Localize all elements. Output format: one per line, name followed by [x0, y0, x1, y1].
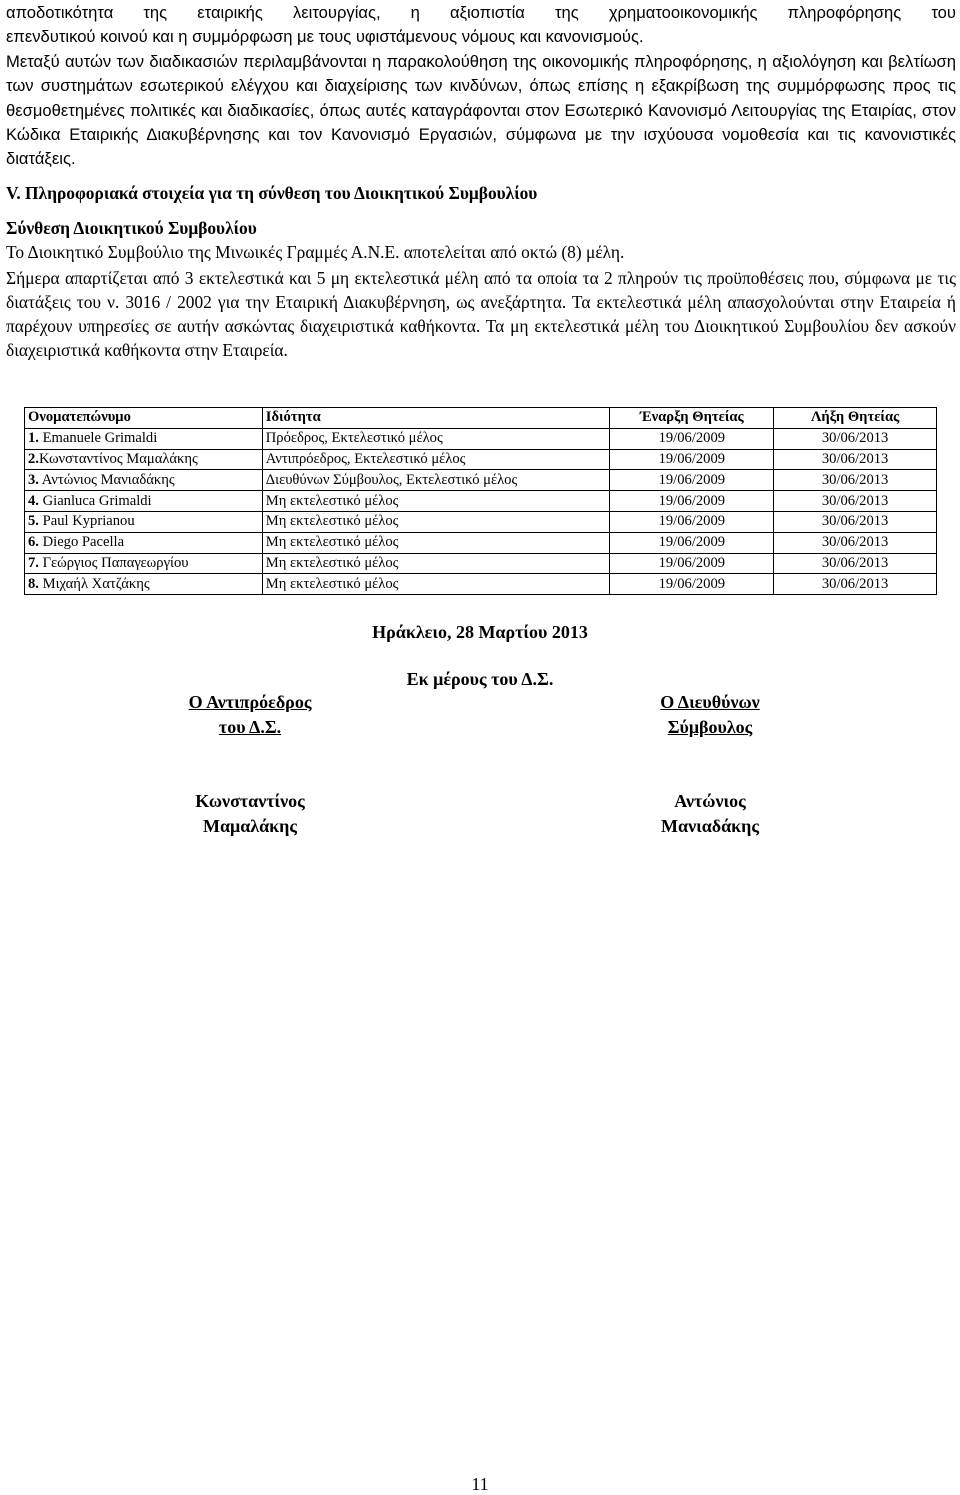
member-role: Μη εκτελεστικό μέλος	[262, 553, 610, 574]
left-title-line-2: του Δ.Σ.	[218, 717, 282, 737]
member-number: 2.	[28, 450, 39, 467]
member-name-cell	[25, 470, 263, 491]
on-behalf-line: Εκ μέρους του Δ.Σ.	[406, 669, 554, 689]
member-name: Gianluca Grimaldi	[38, 492, 152, 509]
term-end: 30/06/2013	[774, 553, 937, 574]
place-date: Ηράκλειο, 28 Μαρτίου 2013	[372, 622, 588, 642]
right-name-line-2: Μανιαδάκης	[661, 816, 759, 836]
term-end: 30/06/2013	[774, 449, 937, 470]
left-signatory-name	[150, 789, 350, 839]
member-name: Μιχαήλ Χατζάκης	[38, 575, 150, 592]
term-end: 30/06/2013	[774, 470, 937, 491]
member-role: Αντιπρόεδρος, Εκτελεστικό μέλος	[262, 449, 610, 470]
member-name-cell	[25, 511, 263, 532]
term-end: 30/06/2013	[774, 511, 937, 532]
member-number: 8.	[28, 575, 39, 592]
member-role: Μη εκτελεστικό μέλος	[262, 511, 610, 532]
table-row	[25, 491, 937, 512]
member-name: Emanuele Grimaldi	[38, 430, 158, 447]
member-role: Μη εκτελεστικό μέλος	[262, 574, 610, 595]
section-heading: V. Πληροφοριακά στοιχεία για τη σύνθεση του Διοικητικού Συμβουλίου	[6, 183, 538, 203]
table-row	[25, 511, 937, 532]
member-name-cell	[25, 491, 263, 512]
table-row	[25, 470, 937, 491]
right-name-line-1: Αντώνιος	[674, 791, 746, 811]
member-number: 7.	[28, 554, 39, 571]
header-start: Έναρξη Θητείας	[610, 408, 774, 429]
term-start: 19/06/2009	[610, 532, 774, 553]
term-start: 19/06/2009	[610, 574, 774, 595]
subsection-heading: Σύνθεση Διοικητικού Συμβουλίου	[6, 218, 257, 238]
term-start: 19/06/2009	[610, 491, 774, 512]
term-start: 19/06/2009	[610, 428, 774, 449]
term-end: 30/06/2013	[774, 491, 937, 512]
term-start: 19/06/2009	[610, 449, 774, 470]
left-name-line-1: Κωνσταντίνος	[195, 791, 305, 811]
left-title-line-1: Ο Αντιπρόεδρος	[188, 692, 312, 712]
table-row	[25, 449, 937, 470]
right-title-line-1: Ο Διευθύνων	[660, 692, 760, 712]
member-role: Πρόεδρος, Εκτελεστικό μέλος	[262, 428, 610, 449]
member-number: 3.	[28, 471, 39, 488]
member-role: Μη εκτελεστικό μέλος	[262, 491, 610, 512]
term-start: 19/06/2009	[610, 511, 774, 532]
member-number: 5.	[28, 513, 39, 530]
table-row	[25, 574, 937, 595]
page-number: 11	[471, 1474, 489, 1494]
term-start: 19/06/2009	[610, 470, 774, 491]
member-number: 4.	[28, 492, 39, 509]
right-signatory-title	[610, 690, 810, 740]
term-end: 30/06/2013	[774, 574, 937, 595]
member-name: Diego Pacella	[38, 534, 125, 551]
intro-line-1: αποδοτικότητα της εταιρικής λειτουργίας, η αξιοπιστία της χρηματοοικονομικής πληροφόρησης του	[6, 3, 956, 22]
member-role: Διευθύνων Σύμβουλος, Εκτελεστικό μέλος	[262, 470, 610, 491]
table-row	[25, 428, 937, 449]
header-role: Ιδιότητα	[262, 408, 610, 429]
header-end: Λήξη Θητείας	[774, 408, 937, 429]
procedures-paragraph: Μεταξύ αυτών των διαδικασιών περιλαμβάνονται η παρακολούθηση της οικονομικής πληροφόρησης, η αξιολόγηση και βελτίωση των συστημάτων εσωτερικού ελέγχου και διαχείρισης των κινδύνων, όπως επίσης η εξακρίβωση της συμμόρφωσης προς τις θεσμοθετημένες πολιτικές και διαδικασίες, όπως αυτές καταγράφονται στον Εσωτερικό Κανονισμό Λειτουργίας της Εταιρίας, στον Κώδικα Εταιρικής Διακυβέρνησης και τον Κανονισμό Εργασιών, σύμφωνα με την ισχύουσα νομοθεσία και τις κανονιστικές διατάξεις.	[6, 52, 956, 169]
intro-line-2: επενδυτικού κοινού και η συμμόρφωση με τους υφιστάμενους νόμους και κανονισμούς.	[6, 27, 644, 46]
member-name-cell	[25, 532, 263, 553]
left-signatory-title	[150, 690, 350, 740]
table-header-row	[25, 408, 937, 429]
member-name-cell	[25, 449, 263, 470]
term-end: 30/06/2013	[774, 428, 937, 449]
member-name: Κωνσταντίνος Μαμαλάκης	[38, 450, 198, 467]
member-number: 6.	[28, 534, 39, 551]
member-number: 1.	[28, 430, 39, 447]
member-name-cell	[25, 553, 263, 574]
term-start: 19/06/2009	[610, 553, 774, 574]
table-row	[25, 532, 937, 553]
member-name: Γεώργιος Παπαγεωργίου	[38, 554, 189, 571]
term-end: 30/06/2013	[774, 532, 937, 553]
member-name: Αντώνιος Μανιαδάκης	[38, 471, 175, 488]
board-size-line: Το Διοικητικό Συμβούλιο της Μινωικές Γραμμές Α.Ν.Ε. αποτελείται από οκτώ (8) μέλη.	[6, 242, 625, 262]
member-name-cell	[25, 574, 263, 595]
board-paragraph: Σήμερα απαρτίζεται από 3 εκτελεστικά και 5 μη εκτελεστικά μέλη από τα οποία τα 2 πληρούν τις προϋποθέσεις που, σύμφωνα με τις διατάξεις του ν. 3016 / 2002 για την Εταιρική Διακυβέρνηση, ως ανεξάρτητα. Τα εκτελεστικά μέλη απασχολούνται στην Εταιρεία ή παρέχουν υπηρεσίες σε αυτήν ασκώντας διαχειριστικά καθήκοντα. Τα μη εκτελεστικά μέλη του Διοικητικού Συμβουλίου δεν ασκούν διαχειριστικά καθήκοντα στην Εταιρεία.	[6, 268, 956, 361]
right-signatory-name	[610, 789, 810, 839]
member-name-cell	[25, 428, 263, 449]
left-name-line-2: Μαμαλάκης	[203, 816, 297, 836]
header-name: Ονοματεπώνυμο	[25, 408, 263, 429]
member-role: Μη εκτελεστικό μέλος	[262, 532, 610, 553]
table-row	[25, 553, 937, 574]
right-title-line-2: Σύμβουλος	[667, 717, 753, 737]
board-members-table	[24, 407, 937, 595]
member-name: Paul Kyprianou	[38, 513, 135, 530]
